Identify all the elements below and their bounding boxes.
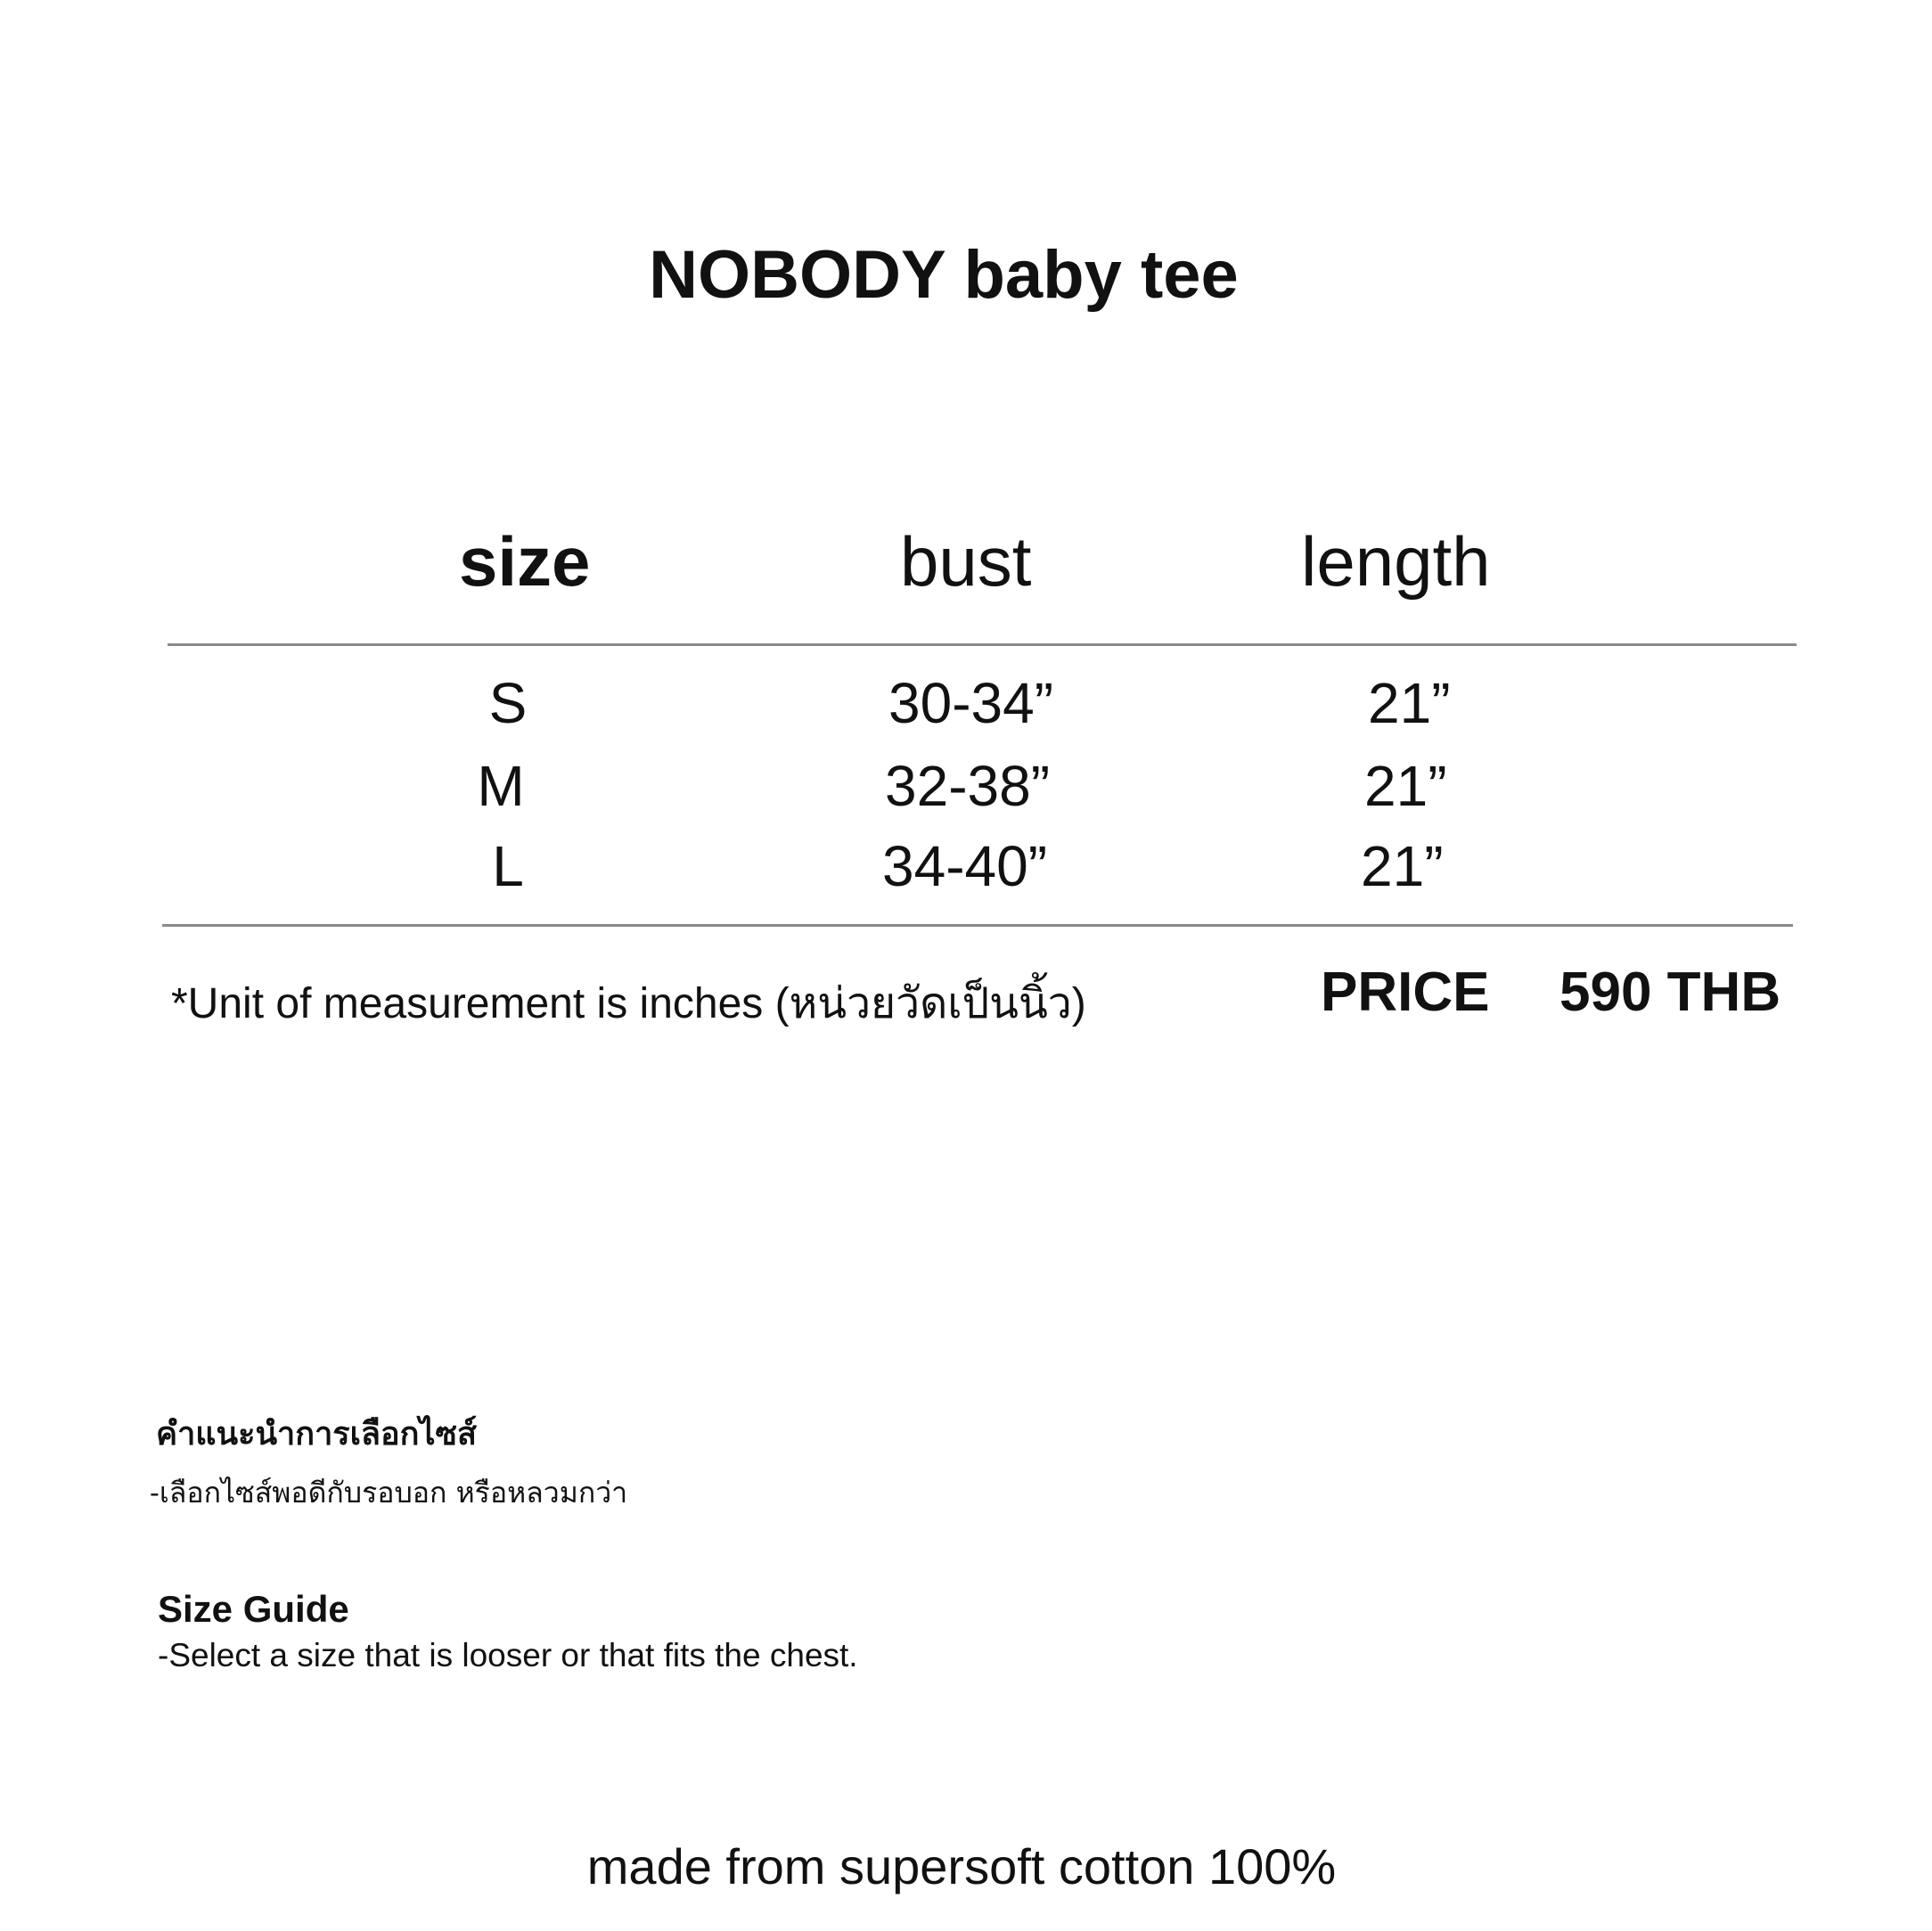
thai-size-guide-text: -เลือกไซส์พอดีกับรอบอก หรือหลวมกว่า [150, 1476, 628, 1510]
material-footer: made from supersoft cotton 100% [586, 1838, 1337, 1894]
size-cell: L [492, 834, 524, 898]
thai-size-guide-heading: คำแนะนำการเลือกไซส์ [156, 1415, 477, 1452]
length-cell: 21” [1364, 754, 1447, 818]
size-cell: M [477, 754, 525, 818]
table-top-divider [168, 643, 1797, 646]
page-title: NOBODY baby tee [649, 237, 1239, 313]
header-bust: bust [900, 522, 1032, 601]
size-guide-text: -Select a size that is looser or that fits the chest. [158, 1637, 858, 1673]
table-bottom-divider [162, 924, 1793, 927]
price-label: PRICE [1321, 961, 1490, 1023]
bust-cell: 34-40” [882, 834, 1047, 898]
price-value: 590 THB [1560, 961, 1781, 1023]
size-cell: S [488, 671, 528, 735]
header-length: length [1301, 522, 1491, 601]
length-cell: 21” [1361, 834, 1444, 898]
measurement-note: *Unit of measurement is inches (หน่วยวัดเป็นนิ้ว) [171, 980, 1086, 1027]
bust-cell: 30-34” [888, 671, 1053, 735]
size-guide-heading: Size Guide [158, 1588, 349, 1630]
header-size: size [459, 522, 591, 601]
bust-cell: 32-38” [885, 754, 1050, 818]
length-cell: 21” [1368, 671, 1451, 735]
